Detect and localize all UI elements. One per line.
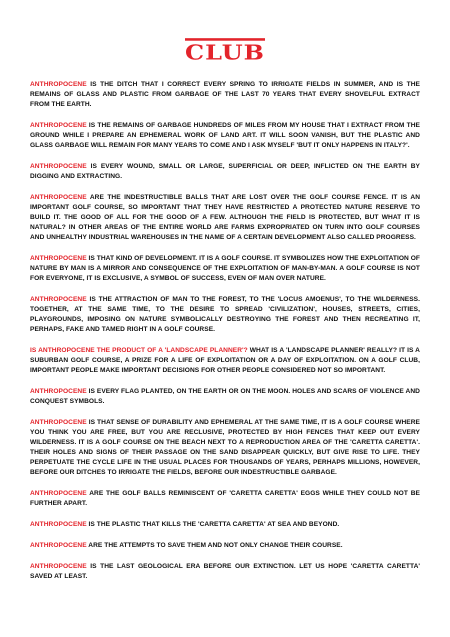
paragraph — [30, 562, 420, 582]
paragraph-text: IS THAT SENSE OF DURABILITY AND EPHEMERAL AT THE SAME TIME, IT IS A GOLF COURSE WHERE YOU THINK YOU ARE FREE, BUT YOU ARE RECLUSIVE, PROTECTED BY HIGH FENCES THAT KEEP OUT EVERY WILDERNESS. IT IS A GOLF COURSE ON THE BEACH NEXT TO A REPRODUCTION AREA OF THE 'CARETTA CARETTA'. THEIR HOLES AND SIGNS OF THEIR PASSAGE ON THE SAND DISAPPEAR QUICKLY, BUT GIVE RISE TO LIFE. THEY PERPETUATE THE CYCLE LIFE IN THE USUAL PLACES FOR THOUSANDS OF YEARS, PERHAPS MILLIONS, HOWEVER, BEFORE OUR DITCHES TO IRRIGATE THE FIELDS, BEFORE OUR INDESTRUCTIBLE GARBAGE. — [30, 419, 420, 476]
paragraph-text: IS THE LAST GEOLOGICAL ERA BEFORE OUR EXTINCTION. LET US HOPE 'CARETTA CARETTA' SAVED AT LEAST. — [30, 563, 420, 580]
paragraph-text: IS THE REMAINS OF GARBAGE HUNDREDS OF MILES FROM MY HOUSE THAT I EXTRACT FROM THE GROUND WHILE I PREPARE AN EPHEMERAL WORK OF LAND ART. IT WILL SOON VANISH, BUT THE PLASTIC AND GLASS GARBAGE WILL REMAIN FOR MANY YEARS TO COME AND I ASK MYSELF 'BUT IT ONLY HAPPENS IN ITALY?'. — [30, 122, 420, 149]
paragraph-text: IS THE ATTRACTION OF MAN TO THE FOREST, TO THE 'LOCUS AMOENUS', TO THE WILDERNESS. TOGETHER, AT THE SAME TIME, TO THE DESIRE TO SPREAD 'CIVILIZATION', HOUSES, STREETS, CITIES, PLAYGROUNDS, IMPOSING ON NATURE SYMBOLICALLY DESTROYING THE FOREST AND THEN RECREATING IT, PERHAPS, FAKE AND TAMED RIGHT IN A GOLF COURSE. — [30, 296, 420, 333]
paragraph-text: WHAT IS A 'LANDSCAPE PLANNER' REALLY? IT IS A SUBURBAN GOLF COURSE, A PRIZE FOR A LIFE OF EXPLOITATION OR A DAY OF EXPLOITATION. ON A GOLF CLUB, IMPORTANT PEOPLE MAKE IMPORTANT DECISIONS FOR OTHER PEOPLE CONSIDERED NOT SO IMPORTANT. — [30, 347, 420, 374]
paragraph-lead: ANTHROPOCENE — [30, 521, 87, 528]
title-wrapper — [30, 0, 420, 66]
paragraph-lead: IS ANTHROPOCENE THE PRODUCT OF A 'LANDSCAPE PLANNER'? — [30, 347, 248, 354]
paragraph-lead: ANTHROPOCENE — [30, 296, 87, 303]
page-title: CLUB — [185, 39, 265, 65]
paragraph — [30, 418, 420, 478]
paragraph-lead: ANTHROPOCENE — [30, 388, 87, 395]
paragraph-lead: ANTHROPOCENE — [30, 563, 87, 570]
paragraph — [30, 121, 420, 151]
paragraph — [30, 387, 420, 407]
paragraph — [30, 541, 420, 551]
paragraph-text: ARE THE GOLF BALLS REMINISCENT OF 'CARETTA CARETTA' EGGS WHILE THEY COULD NOT BE FURTHER APART. — [30, 490, 420, 507]
paragraph-text: IS EVERY FLAG PLANTED, ON THE EARTH OR ON THE MOON. HOLES AND SCARS OF VIOLENCE AND CONQUEST SYMBOLS. — [30, 388, 420, 405]
paragraph — [30, 254, 420, 284]
paragraph-text: ARE THE INDESTRUCTIBLE BALLS THAT ARE LOST OVER THE GOLF COURSE FENCE. IT IS AN IMPORTANT GOLF COURSE, SO IMPORTANT THAT THEY HAVE RESTRICTED A PROTECTED NATURE RESERVE TO BUILD IT. THE GOOD OF ALL FOR THE GOOD OF A FEW. ALTHOUGH THE FIELD IS PROTECTED, BUT WHAT IT IS NATURAL? IN OTHER AREAS OF THE ENTIRE WORLD ARE FARMS EXPROPRIATED ON TURN INTO GOLF COURSES AND UNHEALTHY INDUSTRIAL WAREHOUSES IN THE NAME OF A CERTAIN DEVELOPMENT ALSO CALLED PROGRESS. — [30, 194, 420, 241]
paragraph-lead: ANTHROPOCENE — [30, 419, 87, 426]
paragraph-lead: ANTHROPOCENE — [30, 255, 87, 262]
paragraph-text: ARE THE ATTEMPTS TO SAVE THEM AND NOT ONLY CHANGE THEIR COURSE. — [86, 542, 343, 549]
paragraph-lead: ANTHROPOCENE — [30, 163, 87, 170]
paragraph — [30, 193, 420, 243]
paragraph-text: IS THE PLASTIC THAT KILLS THE 'CARETTA CARETTA' AT SEA AND BEYOND. — [86, 521, 340, 528]
paragraph — [30, 346, 420, 376]
paragraph — [30, 520, 420, 530]
paragraph-lead: ANTHROPOCENE — [30, 194, 87, 201]
paragraph-text: IS EVERY WOUND, SMALL OR LARGE, SUPERFICIAL OR DEEP, INFLICTED ON THE EARTH BY DIGGING AND EXTRACTING. — [30, 163, 420, 180]
paragraph — [30, 162, 420, 182]
paragraph-lead: ANTHROPOCENE — [30, 81, 87, 88]
paragraph — [30, 295, 420, 335]
paragraph-lead: ANTHROPOCENE — [30, 122, 87, 129]
paragraph — [30, 80, 420, 110]
paragraph-text: IS THE DITCH THAT I CORRECT EVERY SPRING TO IRRIGATE FIELDS IN SUMMER, AND IS THE REMAINS OF GLASS AND PLASTIC FROM GARBAGE OF THE LAST 70 YEARS THAT EVERY SHOVELFUL EXTRACT FROM THE EARTH. — [30, 81, 420, 108]
paragraph-text: IS THAT KIND OF DEVELOPMENT. IT IS A GOLF COURSE. IT SYMBOLIZES HOW THE EXPLOITATION OF NATURE BY MAN IS A MIRROR AND CONSEQUENCE OF THE EXPLOITATION OF MAN-BY-MAN. A GOLF COURSE IS NOT FOR EVERYONE, IT IS EXCLUSIVE, A SYMBOL OF SUCCESS, EVEN OF MAN OVER NATURE. — [30, 255, 420, 282]
paragraph-lead: ANTHROPOCENE — [30, 490, 87, 497]
paragraph — [30, 489, 420, 509]
paragraph-lead: ANTHROPOCENE — [30, 542, 87, 549]
